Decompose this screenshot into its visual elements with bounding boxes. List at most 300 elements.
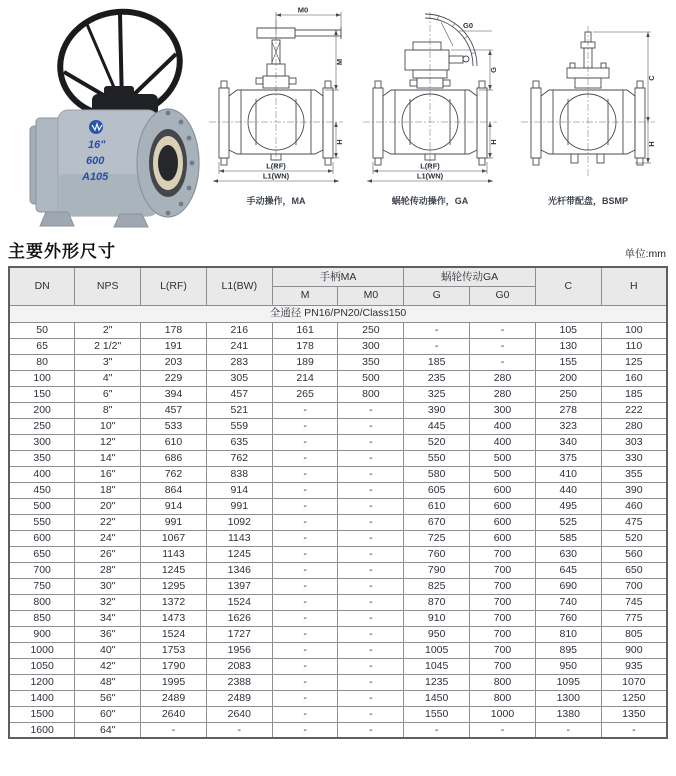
table-cell: 355 [601, 466, 667, 482]
table-cell: 350 [338, 354, 404, 370]
table-body [9, 322, 667, 738]
table-cell: 1143 [141, 546, 207, 562]
table-row [9, 626, 667, 642]
table-cell: 16" [75, 466, 141, 482]
table-row [9, 402, 667, 418]
table-row [9, 690, 667, 706]
table-cell: - [404, 322, 470, 338]
pressure-class-label: 全通径 PN16/PN20/Class150 [9, 305, 667, 322]
table-cell: 36" [75, 626, 141, 642]
table-cell: 991 [141, 514, 207, 530]
table-cell: 375 [535, 450, 601, 466]
table-cell: 185 [601, 386, 667, 402]
drawing-ga-caption: 蜗轮传动操作，GA [391, 196, 469, 206]
dim-label-g0: G0 [462, 21, 474, 30]
table-cell: - [470, 338, 536, 354]
table-cell: 1000 [9, 642, 75, 658]
table-cell: 635 [206, 434, 272, 450]
table-cell: - [338, 466, 404, 482]
table-cell: 605 [404, 482, 470, 498]
table-cell: 762 [206, 450, 272, 466]
table-cell: 283 [206, 354, 272, 370]
table-cell: 2640 [206, 706, 272, 722]
table-cell: - [141, 722, 207, 738]
table-cell: 1956 [206, 642, 272, 658]
table-cell: 550 [9, 514, 75, 530]
table-cell: 475 [601, 514, 667, 530]
table-cell: 725 [404, 530, 470, 546]
table-row [9, 642, 667, 658]
table-cell: 400 [470, 434, 536, 450]
table-cell: 203 [141, 354, 207, 370]
table-cell: - [272, 658, 338, 674]
table-cell: 450 [9, 482, 75, 498]
table-cell: 560 [601, 546, 667, 562]
table-row [9, 386, 667, 402]
table-cell: 100 [9, 370, 75, 386]
valve-material-marking: A105 [82, 171, 109, 183]
table-cell: 305 [206, 370, 272, 386]
drawing-bsmp-image [508, 4, 668, 192]
table-cell: 1250 [601, 690, 667, 706]
table-cell: 440 [535, 482, 601, 498]
table-cell: 1235 [404, 674, 470, 690]
table-cell: 300 [470, 402, 536, 418]
table-cell: 1295 [141, 578, 207, 594]
table-cell: - [272, 674, 338, 690]
table-cell: 1995 [141, 674, 207, 690]
table-cell: - [338, 690, 404, 706]
table-cell: 870 [404, 594, 470, 610]
table-cell: 300 [9, 434, 75, 450]
table-cell: - [272, 690, 338, 706]
table-cell: - [338, 498, 404, 514]
table-cell: 130 [535, 338, 601, 354]
table-cell: - [272, 450, 338, 466]
table-row [9, 418, 667, 434]
table-cell: 325 [404, 386, 470, 402]
table-cell: - [338, 434, 404, 450]
table-cell: 1045 [404, 658, 470, 674]
table-cell: 600 [9, 530, 75, 546]
table-header-row [9, 267, 667, 286]
table-cell: 645 [535, 562, 601, 578]
table-cell: 161 [272, 322, 338, 338]
section-bar [8, 238, 668, 262]
table-cell: 762 [141, 466, 207, 482]
table-cell: 250 [535, 386, 601, 402]
table-cell: - [470, 354, 536, 370]
table-cell: 1346 [206, 562, 272, 578]
table-cell: 1245 [141, 562, 207, 578]
table-row [9, 338, 667, 354]
table-cell: 2 1/2" [75, 338, 141, 354]
table-cell: 1372 [141, 594, 207, 610]
table-cell: 1550 [404, 706, 470, 722]
table-cell: 850 [9, 610, 75, 626]
table-cell: 200 [9, 402, 75, 418]
table-cell: - [272, 498, 338, 514]
table-cell: 12" [75, 434, 141, 450]
table-cell: 900 [9, 626, 75, 642]
table-cell: 700 [601, 578, 667, 594]
table-cell: 1095 [535, 674, 601, 690]
table-cell: 457 [206, 386, 272, 402]
table-cell: 600 [470, 498, 536, 514]
table-cell: 30" [75, 578, 141, 594]
col-header-g0: G0 [470, 286, 536, 305]
group-header-ma: 手柄MA [272, 267, 404, 286]
table-cell: 559 [206, 418, 272, 434]
col-header-h: H [601, 267, 667, 305]
table-cell: - [338, 642, 404, 658]
table-cell: 40" [75, 642, 141, 658]
table-cell: 1450 [404, 690, 470, 706]
col-header-l1bw: L1(BW) [206, 267, 272, 305]
table-cell: 2489 [141, 690, 207, 706]
table-cell: 1626 [206, 610, 272, 626]
table-cell: 910 [404, 610, 470, 626]
table-row [9, 530, 667, 546]
table-cell: 50 [9, 322, 75, 338]
table-cell: 1473 [141, 610, 207, 626]
valve-body [30, 109, 199, 227]
table-cell: 350 [9, 450, 75, 466]
table-cell: 760 [404, 546, 470, 562]
table-cell: - [272, 594, 338, 610]
table-cell: - [404, 722, 470, 738]
table-cell: 838 [206, 466, 272, 482]
table-cell: - [272, 434, 338, 450]
table-cell: 2083 [206, 658, 272, 674]
table-cell: 760 [535, 610, 601, 626]
dim-label-g: G [489, 67, 498, 73]
table-cell: 394 [141, 386, 207, 402]
table-cell: 790 [404, 562, 470, 578]
table-cell: 1400 [9, 690, 75, 706]
dim-label-l1wn: L1(WN) [416, 171, 444, 181]
table-header [9, 267, 667, 322]
table-cell: 686 [141, 450, 207, 466]
valve-photo-image [16, 6, 204, 228]
table-row [9, 498, 667, 514]
table-cell: 34" [75, 610, 141, 626]
drawing-ga [352, 4, 508, 207]
table-cell: - [272, 466, 338, 482]
table-cell: 670 [404, 514, 470, 530]
table-cell: 1524 [206, 594, 272, 610]
table-cell: 700 [470, 626, 536, 642]
table-cell: 3" [75, 354, 141, 370]
table-cell: 520 [601, 530, 667, 546]
valve-size-marking: 16" [88, 139, 106, 151]
table-cell: 805 [601, 626, 667, 642]
table-cell: 1245 [206, 546, 272, 562]
table-cell: 280 [470, 370, 536, 386]
group-header-ga: 蜗轮传动GA [404, 267, 536, 286]
table-cell: 533 [141, 418, 207, 434]
dim-label-m0: M0 [297, 5, 309, 15]
table-cell: 241 [206, 338, 272, 354]
table-cell: 700 [470, 594, 536, 610]
table-row [9, 354, 667, 370]
table-cell: 750 [9, 578, 75, 594]
table-row [9, 674, 667, 690]
table-cell: 105 [535, 322, 601, 338]
table-cell: 800 [338, 386, 404, 402]
col-header-g: G [404, 286, 470, 305]
table-cell: 700 [470, 658, 536, 674]
drawing-ma [198, 4, 354, 207]
table-cell: 235 [404, 370, 470, 386]
brand-logo-icon [89, 120, 103, 134]
table-cell: 214 [272, 370, 338, 386]
table-cell: 250 [9, 418, 75, 434]
table-cell: 550 [404, 450, 470, 466]
table-cell: 895 [535, 642, 601, 658]
table-class-row [9, 305, 667, 322]
valve-photo [16, 6, 204, 228]
table-cell: - [338, 594, 404, 610]
table-cell: 1005 [404, 642, 470, 658]
table-cell: 1524 [141, 626, 207, 642]
table-cell: 160 [601, 370, 667, 386]
table-cell: - [601, 722, 667, 738]
table-cell: 189 [272, 354, 338, 370]
table-cell: 1143 [206, 530, 272, 546]
table-cell: 178 [141, 322, 207, 338]
table-cell: 4" [75, 370, 141, 386]
table-cell: 191 [141, 338, 207, 354]
table-cell: 630 [535, 546, 601, 562]
mounting-foot [114, 214, 148, 227]
table-cell: - [338, 402, 404, 418]
figures-row [0, 0, 676, 234]
table-cell: 914 [141, 498, 207, 514]
drawing-ga-image [352, 4, 508, 192]
table-cell: 200 [535, 370, 601, 386]
table-cell: 500 [470, 466, 536, 482]
table-row [9, 706, 667, 722]
table-cell: 22" [75, 514, 141, 530]
table-cell: 390 [404, 402, 470, 418]
table-cell: 280 [601, 418, 667, 434]
table-cell: 323 [535, 418, 601, 434]
table-cell: 700 [9, 562, 75, 578]
table-cell: 775 [601, 610, 667, 626]
table-cell: 580 [404, 466, 470, 482]
table-cell: - [404, 338, 470, 354]
col-header-c: C [535, 267, 601, 305]
table-cell: 700 [470, 642, 536, 658]
table-cell: 600 [470, 514, 536, 530]
table-cell: 185 [404, 354, 470, 370]
dimensions-table [8, 266, 668, 739]
table-cell: - [338, 450, 404, 466]
drawing-bsmp-caption: 光杆带配盘，BSMP [547, 196, 628, 206]
table-cell: 400 [470, 418, 536, 434]
table-row [9, 562, 667, 578]
table-row [9, 546, 667, 562]
table-cell: 1397 [206, 578, 272, 594]
table-cell: 1300 [535, 690, 601, 706]
valve-outline [219, 27, 341, 165]
table-cell: 457 [141, 402, 207, 418]
table-cell: 1753 [141, 642, 207, 658]
table-cell: 48" [75, 674, 141, 690]
table-cell: - [338, 418, 404, 434]
table-cell: 800 [470, 674, 536, 690]
table-cell: 914 [206, 482, 272, 498]
table-cell: 150 [9, 386, 75, 402]
table-cell: - [272, 562, 338, 578]
table-cell: 64" [75, 722, 141, 738]
table-cell: 520 [404, 434, 470, 450]
table-cell: 445 [404, 418, 470, 434]
table-cell: 300 [338, 338, 404, 354]
table-cell: 700 [470, 562, 536, 578]
table-cell: - [272, 642, 338, 658]
table-cell: 20" [75, 498, 141, 514]
table-row [9, 466, 667, 482]
table-row [9, 482, 667, 498]
table-cell: 1790 [141, 658, 207, 674]
table-cell: 155 [535, 354, 601, 370]
table-cell: - [338, 562, 404, 578]
table-cell: - [338, 514, 404, 530]
table-cell: 178 [272, 338, 338, 354]
table-cell: 330 [601, 450, 667, 466]
table-cell: 14" [75, 450, 141, 466]
table-cell: 740 [535, 594, 601, 610]
table-cell: 585 [535, 530, 601, 546]
dim-label-lrf: L(RF) [420, 161, 440, 171]
dim-label-h: H [489, 139, 498, 145]
table-cell: 26" [75, 546, 141, 562]
table-cell: 265 [272, 386, 338, 402]
table-cell: 500 [338, 370, 404, 386]
table-cell: - [470, 322, 536, 338]
table-cell: 825 [404, 578, 470, 594]
table-cell: - [338, 706, 404, 722]
table-cell: 900 [601, 642, 667, 658]
table-cell: 864 [141, 482, 207, 498]
col-header-dn: DN [9, 267, 75, 305]
table-cell: 935 [601, 658, 667, 674]
table-row [9, 434, 667, 450]
table-cell: 650 [601, 562, 667, 578]
table-cell: - [272, 514, 338, 530]
dim-label-h: H [647, 141, 656, 147]
table-cell: 2640 [141, 706, 207, 722]
table-cell: 42" [75, 658, 141, 674]
page-title: 主要外形尺寸 [8, 242, 116, 261]
table-row [9, 722, 667, 738]
table-cell: 950 [535, 658, 601, 674]
table-cell: 700 [470, 578, 536, 594]
table-cell: 500 [470, 450, 536, 466]
table-cell: 60" [75, 706, 141, 722]
table-row [9, 610, 667, 626]
table-cell: 810 [535, 626, 601, 642]
table-cell: 1067 [141, 530, 207, 546]
table-cell: 600 [470, 482, 536, 498]
table-cell: 991 [206, 498, 272, 514]
dim-label-lrf: L(RF) [266, 161, 286, 171]
table-cell: 500 [9, 498, 75, 514]
table-cell: - [272, 626, 338, 642]
table-cell: - [470, 722, 536, 738]
valve-class-marking: 600 [86, 155, 105, 167]
table-cell: 280 [470, 386, 536, 402]
drawing-bsmp [508, 4, 668, 207]
drawing-ma-image [198, 4, 354, 192]
dim-label-h: H [335, 139, 344, 145]
unit-label: 单位:mm [624, 248, 666, 260]
table-cell: 28" [75, 562, 141, 578]
table-cell: 950 [404, 626, 470, 642]
drawing-ma-caption: 手动操作，MA [246, 196, 306, 206]
table-cell: 390 [601, 482, 667, 498]
table-cell: 110 [601, 338, 667, 354]
table-cell: 521 [206, 402, 272, 418]
table-cell: - [272, 578, 338, 594]
table-cell: - [272, 482, 338, 498]
mounting-foot [40, 212, 74, 226]
col-header-m: M [272, 286, 338, 305]
table-cell: - [272, 546, 338, 562]
table-cell: 700 [470, 546, 536, 562]
table-cell: 340 [535, 434, 601, 450]
table-cell: 2489 [206, 690, 272, 706]
table-cell: 600 [470, 530, 536, 546]
table-cell: - [338, 658, 404, 674]
table-cell: 278 [535, 402, 601, 418]
table-cell: 32" [75, 594, 141, 610]
table-cell: 2388 [206, 674, 272, 690]
table-cell: - [338, 626, 404, 642]
dim-label-c: C [647, 75, 656, 81]
table-cell: 1500 [9, 706, 75, 722]
table-cell: - [338, 722, 404, 738]
dim-label-m: M [335, 58, 344, 66]
dim-label-l1wn: L1(WN) [262, 171, 290, 181]
table-cell: - [338, 546, 404, 562]
table-cell: 1600 [9, 722, 75, 738]
table-cell: - [272, 706, 338, 722]
table-cell: 1070 [601, 674, 667, 690]
table-cell: - [535, 722, 601, 738]
table-cell: 495 [535, 498, 601, 514]
table-cell: 700 [470, 610, 536, 626]
table-cell: 24" [75, 530, 141, 546]
table-cell: 690 [535, 578, 601, 594]
table-cell: 410 [535, 466, 601, 482]
table-row [9, 450, 667, 466]
table-cell: 745 [601, 594, 667, 610]
table-cell: - [206, 722, 272, 738]
table-cell: - [338, 674, 404, 690]
table-cell: 2" [75, 322, 141, 338]
col-header-nps: NPS [75, 267, 141, 305]
table-cell: 800 [470, 690, 536, 706]
table-cell: 250 [338, 322, 404, 338]
table-cell: 100 [601, 322, 667, 338]
table-cell: 216 [206, 322, 272, 338]
table-cell: - [338, 610, 404, 626]
table-cell: - [338, 530, 404, 546]
table-cell: - [272, 610, 338, 626]
